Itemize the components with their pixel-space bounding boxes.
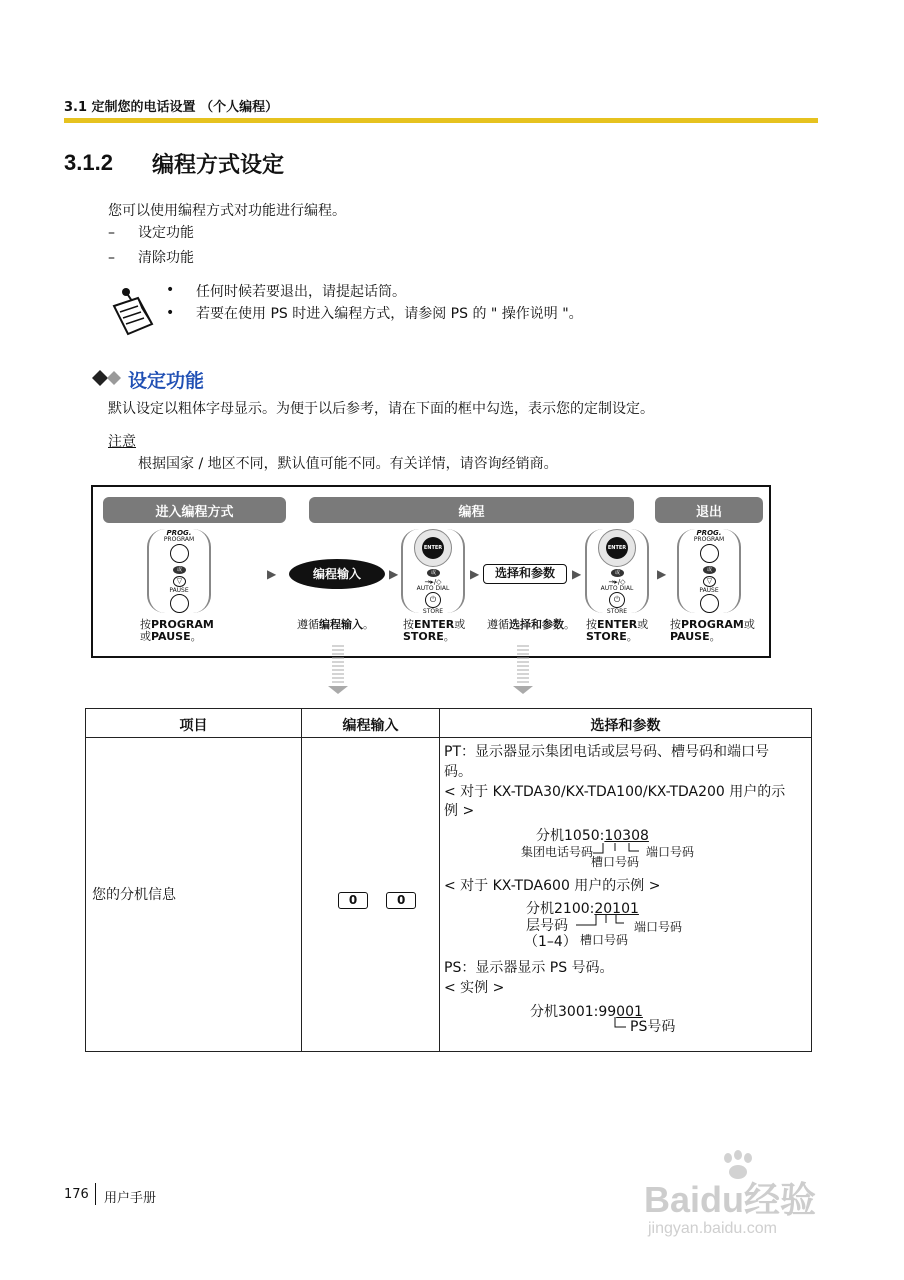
intro-item-1: 设定功能 — [138, 225, 194, 241]
table-col-divider — [301, 709, 302, 1051]
intro-item-2: 清除功能 — [138, 250, 194, 266]
phase-enter-programming: 进入编程方式 — [103, 497, 286, 523]
program-button[interactable] — [170, 544, 189, 563]
or-badge: 或 — [427, 569, 440, 577]
pause-button[interactable] — [170, 594, 189, 613]
subsection-desc: 默认设定以粗体字母显示。为便于以后参考，请在下面的框中勾选，表示您的定制设定。 — [108, 401, 654, 417]
running-header: 3.1 定制您的电话设置 （个人编程） — [64, 100, 279, 115]
step-select-params: 选择和参数 — [483, 564, 567, 584]
table-header-item: 项目 — [179, 718, 208, 734]
phone-panel-exit — [677, 529, 741, 613]
ps-bracket-icon — [612, 1017, 628, 1031]
phase-exit: 退出 — [655, 497, 763, 523]
dash-2: – — [108, 250, 115, 266]
key-0: 0 — [338, 892, 368, 909]
subsection-title: 设定功能 — [128, 370, 205, 392]
section-number: 3.1.2 — [64, 150, 113, 175]
caption-enter-store-1: 按ENTER或 STORE。 — [403, 618, 466, 643]
table-header-input: 编程输入 — [342, 718, 399, 734]
example1-label-slot: 槽口号码 — [591, 855, 640, 869]
pt-desc-line1: PT：显示器显示集团电话或层号码、槽号码和端口号 — [444, 744, 769, 760]
auto-dial-arrow-icon: →▸/◇ — [424, 578, 442, 586]
table-header-params: 选择和参数 — [590, 718, 661, 734]
pause-label: PAUSE — [699, 587, 719, 594]
caption-exit: 按PROGRAM或 PAUSE。 — [670, 618, 755, 643]
phase-programming: 编程 — [309, 497, 634, 523]
example2-label-range: （1–4） — [524, 934, 577, 950]
example1-value: 分机1050:10308 — [536, 828, 649, 844]
caption-enter: 按PROGRAM 或PAUSE。 — [140, 618, 214, 643]
down-arrow-icon — [326, 644, 350, 696]
example2-value: 分机2100:20101 — [526, 901, 639, 917]
store-button[interactable]: ⏻ — [425, 592, 441, 608]
program-label: PROGRAM — [693, 536, 725, 543]
step-program-input: 编程输入 — [289, 559, 385, 589]
example2-label-port: 端口号码 — [634, 920, 683, 934]
ps-desc: PS：显示器显示 PS 号码。 — [444, 960, 614, 976]
or-badge: 或 — [611, 569, 624, 577]
diamond-bullet-icon — [92, 368, 126, 388]
programming-flow-diagram — [91, 485, 771, 658]
example1-label-group: 集团电话号码 — [521, 845, 594, 859]
intro-text: 您可以使用编程方式对功能进行编程。 — [108, 203, 346, 219]
pause-label: PAUSE — [169, 587, 189, 594]
pause-button[interactable] — [700, 594, 719, 613]
table-header-rule — [86, 737, 811, 738]
ps-example-value: 分机3001:99001 — [530, 1004, 643, 1020]
enter-button[interactable]: ENTER — [606, 537, 628, 559]
footer-title: 用户手册 — [104, 1191, 157, 1206]
key-sequence — [338, 889, 416, 909]
or-badge: 或 — [703, 566, 716, 574]
down-arrow-icon — [511, 644, 535, 696]
pause-symbol-icon: ▽ — [703, 576, 716, 587]
prog-label: PROG. — [166, 529, 192, 537]
example2-label-floor: 层号码 — [526, 918, 568, 934]
table-row-item: 您的分机信息 — [92, 887, 176, 903]
caption-follow-select: 遵循选择和参数。 — [487, 618, 575, 631]
pause-symbol-icon: ▽ — [173, 576, 186, 587]
watermark-url: jingyan.baidu.com — [648, 1220, 777, 1237]
note-pin-icon — [108, 284, 156, 336]
note-label: 注意 — [108, 434, 136, 450]
note-bullet-1: • — [166, 282, 175, 298]
pt-desc-line2: 码。 — [444, 764, 472, 780]
store-label: STORE — [606, 608, 628, 615]
note-text: 根据国家 / 地区不同，默认值可能不同。有关详情，请咨询经销商。 — [138, 456, 558, 472]
caption-follow-input: 遵循编程输入。 — [297, 618, 374, 631]
store-button[interactable]: ⏻ — [609, 592, 625, 608]
flow-arrow-3: ▶ — [470, 567, 480, 581]
baidu-watermark — [640, 1150, 870, 1250]
page-number: 176 — [64, 1187, 89, 1202]
auto-dial-label: AUTO DIAL — [416, 585, 450, 592]
store-label: STORE — [422, 608, 444, 615]
section-title: 编程方式设定 — [152, 153, 285, 178]
key-0: 0 — [386, 892, 416, 909]
watermark-brand: Baidu经验 — [644, 1179, 817, 1220]
phone-panel-enter-store-1 — [401, 529, 465, 613]
example2-bracket-icon — [574, 915, 634, 933]
example2-heading: < 对于 KX-TDA600 用户的示例 > — [444, 878, 661, 894]
note-item-2: 若要在使用 PS 时进入编程方式，请参阅 PS 的 " 操作说明 "。 — [196, 306, 583, 322]
example1-heading-line1: < 对于 KX-TDA30/KX-TDA100/KX-TDA200 用户的示 — [444, 784, 786, 800]
example2-label-slot: 槽口号码 — [580, 933, 629, 947]
note-bullet-2: • — [166, 305, 175, 321]
program-label: PROGRAM — [163, 536, 195, 543]
flow-arrow-5: ▶ — [657, 567, 667, 581]
settings-table — [85, 708, 812, 1052]
example1-heading-line2: 例 > — [444, 803, 475, 819]
auto-dial-arrow-icon: →▸/◇ — [608, 578, 626, 586]
prog-label: PROG. — [696, 529, 722, 537]
program-button[interactable] — [700, 544, 719, 563]
table-col-divider — [439, 709, 440, 1051]
header-rule — [64, 118, 818, 123]
note-item-1: 任何时候若要退出，请提起话筒。 — [196, 284, 406, 300]
flow-arrow-4: ▶ — [572, 567, 582, 581]
caption-enter-store-2: 按ENTER或 STORE。 — [586, 618, 649, 643]
phone-panel-enter — [147, 529, 211, 613]
enter-button[interactable]: ENTER — [422, 537, 444, 559]
footer-divider — [95, 1183, 96, 1205]
phone-panel-enter-store-2 — [585, 529, 649, 613]
ps-label: PS号码 — [630, 1019, 676, 1035]
auto-dial-label: AUTO DIAL — [600, 585, 634, 592]
flow-arrow-1: ▶ — [267, 567, 277, 581]
dash-1: – — [108, 225, 115, 241]
or-badge: 或 — [173, 566, 186, 574]
ps-example-heading: < 实例 > — [444, 980, 505, 996]
example1-label-port: 端口号码 — [646, 845, 695, 859]
flow-arrow-2: ▶ — [389, 567, 399, 581]
